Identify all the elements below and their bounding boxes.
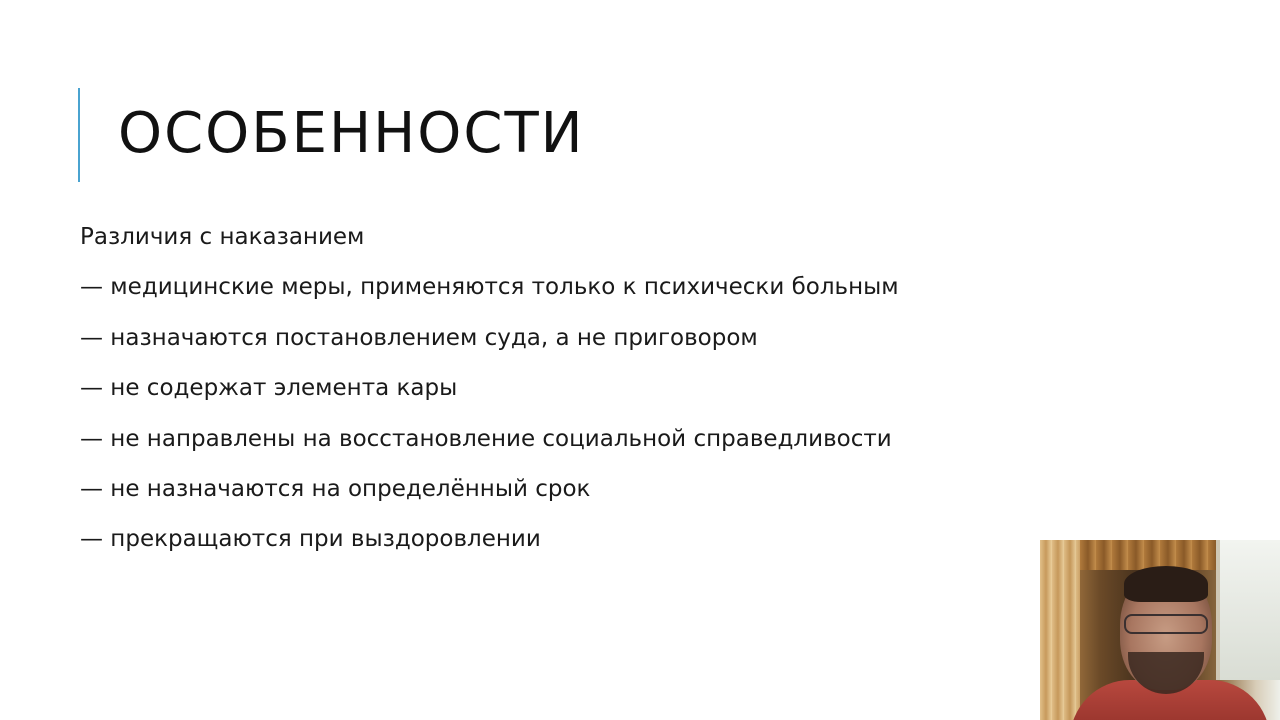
body-line: — не содержат элемента кары xyxy=(80,375,458,402)
body-line: — назначаются постановлением суда, а не приговором xyxy=(80,324,758,351)
webcam-curtain xyxy=(1040,540,1080,720)
webcam-ceiling xyxy=(1080,540,1230,570)
title-accent-bar xyxy=(78,88,80,182)
body-line-heading: Различия с наказанием xyxy=(80,224,365,250)
body-line: — не направлены на восстановление социальной справедливости xyxy=(80,425,892,452)
body-line: — медицинские меры, применяются только к психически больным xyxy=(80,274,899,301)
slide-title: ОСОБЕННОСТИ xyxy=(118,101,585,166)
body-line: — не назначаются на определённый срок xyxy=(80,475,591,502)
webcam-person-hair xyxy=(1124,566,1208,602)
webcam-window xyxy=(1216,540,1280,680)
webcam-person-glasses xyxy=(1124,614,1208,634)
webcam-overlay xyxy=(1040,540,1280,720)
slide-body xyxy=(80,212,1020,565)
body-line: — прекращаются при выздоровлении xyxy=(80,526,541,553)
